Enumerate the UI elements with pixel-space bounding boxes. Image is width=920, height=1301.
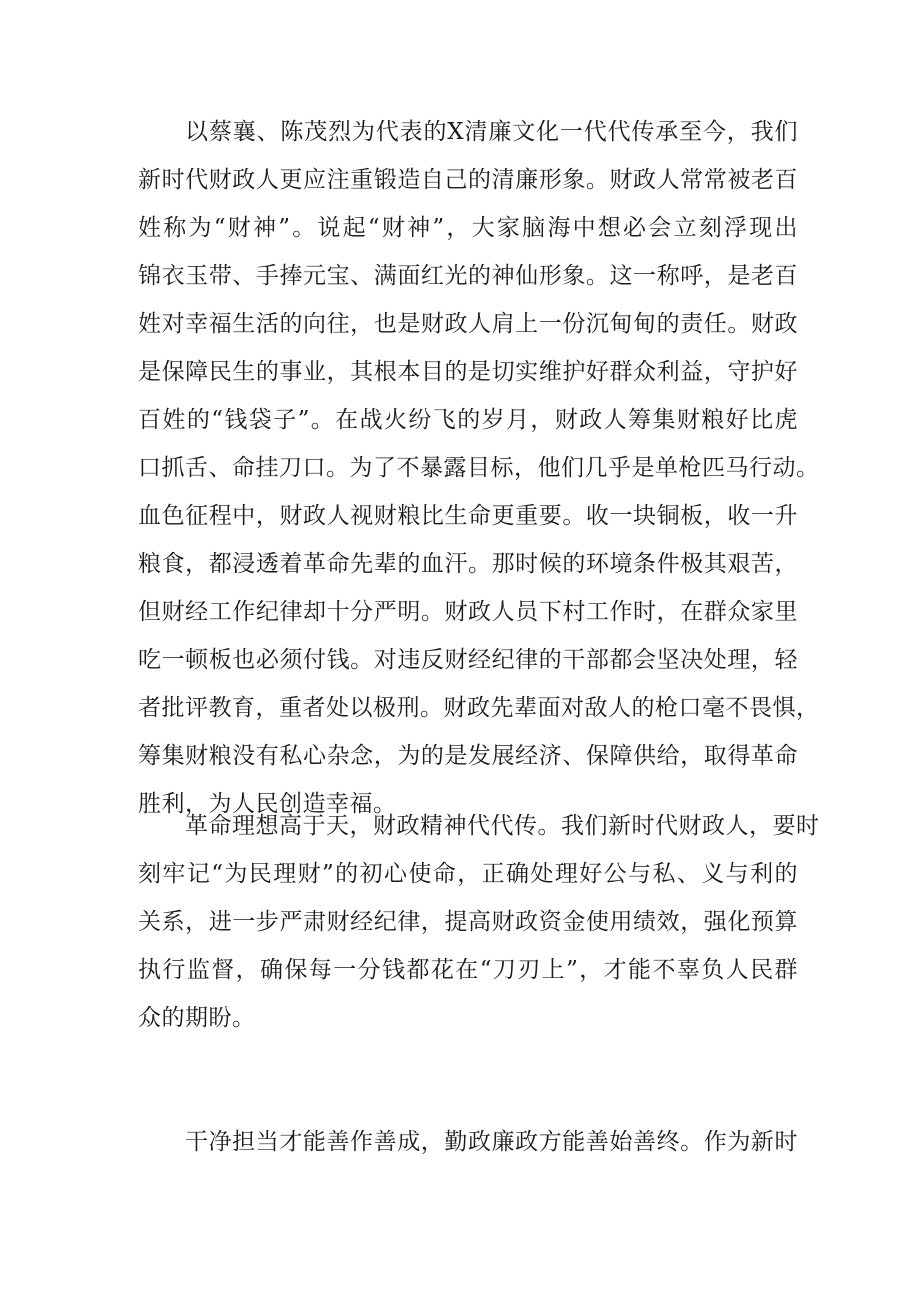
text-line: 众的期盼。 <box>138 1005 256 1031</box>
text-line: 但财经工作纪律却十分严明。财政人员下村工作时，在群众家里 <box>138 599 798 625</box>
text-line: 姓称为“财神”。说起“财神”，大家脑海中想必会立刻浮现出 <box>138 215 798 241</box>
paragraph-3 <box>138 1118 798 1166</box>
text-line: 以蔡襄、陈茂烈为代表的X清廉文化一代代传承至今，我们 <box>185 119 798 145</box>
text-line: 锦衣玉带、手捧元宝、满面红光的神仙形象。这一称呼，是老百 <box>138 263 798 289</box>
text-line: 血色征程中，财政人视财粮比生命更重要。收一块铜板，收一升 <box>138 503 798 529</box>
text-line: 关系，进一步严肃财经纪律，提高财政资金使用绩效，强化预算 <box>138 909 798 935</box>
text-line: 新时代财政人更应注重锻造自己的清廉形象。财政人常常被老百 <box>138 167 798 193</box>
text-line: 百姓的“钱袋子”。在战火纷飞的岁月，财政人筹集财粮好比虎 <box>138 407 798 433</box>
text-line: 执行监督，确保每一分钱都花在“刀刃上”，才能不辜负人民群 <box>138 957 798 983</box>
text-line: 粮食，都浸透着革命先辈的血汗。那时候的环境条件极其艰苦， <box>138 551 798 577</box>
paragraph-2 <box>138 802 820 1042</box>
text-line: 胜利，为人民创造幸福。 <box>138 791 397 817</box>
text-line: 吃一顿板也必须付钱。对违反财经纪律的干部都会坚决处理，轻 <box>138 647 798 673</box>
text-line: 者批评教育，重者处以极刑。财政先辈面对敌人的枪口毫不畏惧， <box>138 695 820 721</box>
text-line: 干净担当才能善作善成，勤政廉政方能善始善终。作为新时 <box>185 1129 798 1155</box>
text-line: 是保障民生的事业，其根本目的是切实维护好群众利益，守护好 <box>138 359 798 385</box>
text-line: 筹集财粮没有私心杂念，为的是发展经济、保障供给，取得革命 <box>138 743 798 769</box>
text-line: 刻牢记“为民理财”的初心使命，正确处理好公与私、义与利的 <box>138 861 798 887</box>
text-line: 革命理想高于天，财政精神代代传。我们新时代财政人，要时 <box>185 813 820 839</box>
paragraph-1 <box>138 108 820 828</box>
text-line: 口抓舌、命挂刀口。为了不暴露目标，他们几乎是单枪匹马行动。 <box>138 455 820 481</box>
text-line: 姓对幸福生活的向往，也是财政人肩上一份沉甸甸的责任。财政 <box>138 311 798 337</box>
